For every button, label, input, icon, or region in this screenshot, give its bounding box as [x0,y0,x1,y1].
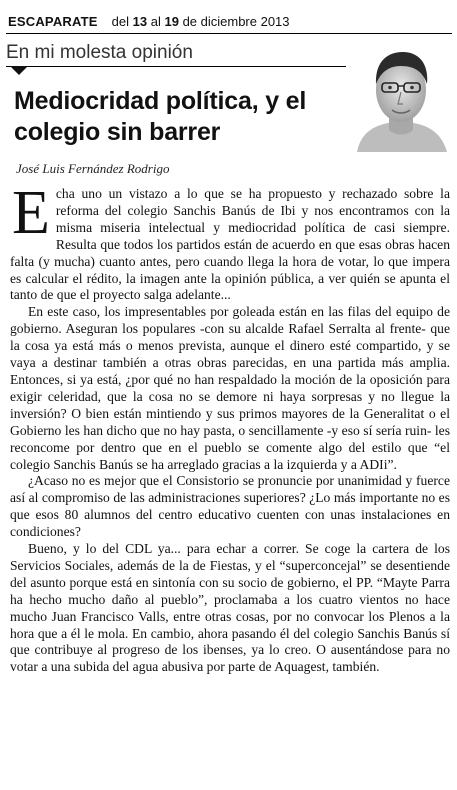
article-title: Mediocridad política, y el colegio sin barrer [14,87,307,146]
drop-cap: E [12,179,50,247]
section-name: ESCAPARATE [8,13,98,29]
column-name: En mi molesta opinión [6,42,193,63]
paragraph-2: En este caso, los impresentables por goleada están en las filas del equipo de gobierno. Aseguran los populares -con su alcalde Rafael Serralta al frente- que la cosa ya está más o menos prevista, aunque el dinero esté compartido, y se vaya a destinar también a otras obras parecidas, en una partida más amplia. Entonces, si ya está, ¿por qué no han respaldado la moción de la oposición para exigir celeridad, que la cosa no se demore ni haya sorpresas y no llegue la inversión? O bien están mintiendo y sus primos mayores de la Generalitat o el Gobierno les han dicho que no hay pasta, o sencillamente -y eso sí sería ruin- les reconcome por dentro que en el pueblo se comente algo del estilo que “el colegio Sanchis Banús se ha arreglado gracias a la izquierda y a ADIi”. [10,304,450,472]
author-portrait-icon [349,38,452,152]
page-header [4,8,452,34]
article-body [10,179,450,676]
header-rule [6,33,452,34]
article-author: José Luis Fernández Rodrigo [16,161,170,176]
paragraph-3: ¿Acaso no es mejor que el Consistorio se pronuncie por unanimidad y fuerce así al compromiso de las administraciones superiores? ¿Lo más importante no es que esos 80 alumnos del centro educativo cuenten con unas instalaciones en condiciones? [10,473,450,540]
paragraph-4: Bueno, y lo del CDL ya... para echar a correr. Se coge la cartera de los Servicios Sociales, además de la de Fiestas, y el “superconcejal” se desentiende del asunto porque está en sintonía con su socio de gobierno, el PP. “Mayte Parra ha hecho mucho daño al pueblo”, proclamaba a los cuatro vientos no hace mucho Juan Francisco Valls, entre otras cosas, por no convocar los Plenos a la hora que a él le mola. En cambio, ahora pasando él del colegio Sanchis Banús sí que contribuye al progreso de los ibenses, ya lo creo. O ausentándose para no votar a una subida del agua abusiva por parte de Aquagest, también. [10,541,450,675]
column-marker-icon [10,66,28,75]
paragraph-1: Echa uno un vistazo a lo que se ha propuesto y rechazado sobre la reforma del colegio Sanchis Banús de Ibi y nos encontramos con la misma miseria intelectual y mediocridad política de casi siempre. Resulta que todos los partidos están de acuerdo en que esas obras hacen falta (y mucha) cuanto antes, pero cuando llega la hora de votar, lo que impera es calcular el rédito, la imagen ante la opinión pública, a ver quién se apunta el tanto de que el proyecto salga adelante... [10,179,450,303]
issue-dates: del 13 al 19 de diciembre 2013 [111,13,290,29]
column-rule [6,66,346,67]
